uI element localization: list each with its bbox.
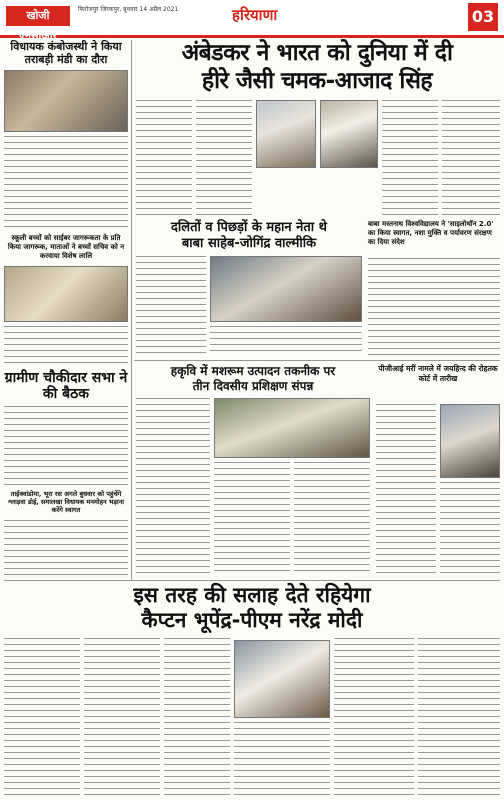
left-top-photo	[4, 70, 128, 132]
left-mid-photo	[4, 266, 128, 322]
krishi-body-col1	[136, 398, 210, 574]
main-photo-right	[320, 100, 378, 168]
bottom-headline-line2: कैप्टन भूपेंद्र-पीएम नरेंद्र मोदी	[141, 608, 363, 632]
brand-logo: खोजी एनसीआर	[6, 6, 70, 26]
masthead	[0, 0, 504, 42]
mid-right-headline: बाबा मस्तनाथ विश्वविद्यालय ने 'साइलोथॉन 2.0' का किया स्वागत, नशा मुक्ति व पर्यावरण संरक्षण का दिया संदेश	[368, 220, 494, 246]
bottom-body-col3	[164, 638, 230, 796]
main-photo-caption	[256, 170, 378, 182]
horizontal-divider-2	[4, 580, 500, 581]
mid-left-headline-line2: बाबा साहेब-जोगिंद्र वाल्मीकि	[181, 236, 317, 251]
right-low-photo	[440, 404, 500, 478]
bottom-body-col2	[84, 638, 160, 796]
bottom-body-col5	[334, 638, 414, 796]
left-low-headline: ग्रामीण चौकीदार सभा ने की बैठक	[4, 370, 128, 402]
mid-left-photo	[210, 256, 362, 322]
main-body-col4	[442, 100, 500, 218]
page-number: 03	[468, 3, 498, 31]
right-low-body-col3	[440, 482, 500, 574]
left-top-headline: विधायक कंबोजस्थी ने किया तराबड़ी मंडी का दौरा	[10, 40, 122, 66]
bottom-body-col4	[234, 722, 330, 796]
left-bottom-body	[4, 520, 128, 576]
bottom-photo	[234, 640, 330, 718]
left-mid-headline: स्कूली बच्चों को साईबर जागरूकता के प्रति किया जागरूक, माताओं ने बच्चों सचिव को न करवाया विशेष लालि	[7, 234, 125, 260]
bottom-body-col6	[418, 638, 500, 796]
right-low-body-col1	[376, 404, 436, 460]
krishi-headline-line2: तीन दिवसीय प्रशिक्षण संपन्न	[192, 379, 314, 393]
left-low-body	[4, 406, 128, 488]
dateline: फिरोजपुर जिरकपुर, बुधवार 14 अप्रैल 2021	[78, 6, 179, 13]
krishi-body-col3	[294, 462, 370, 574]
krishi-photo	[214, 398, 370, 458]
main-body-col2	[196, 100, 252, 218]
mid-left-headline-line1: दलितों व पिछड़ों के महान नेता थे	[171, 220, 327, 235]
main-headline-line1: अंबेडकर ने भारत को दुनिया में दी	[181, 40, 453, 66]
mid-left-body-col2	[210, 326, 362, 356]
horizontal-divider-1	[134, 360, 500, 361]
right-low-headline: पीजीआई मरीं नामले में जयहिन्द की रोहतक कोर्ट में तारीख	[378, 364, 498, 383]
main-headline-line2: हीरे जैसी चमक-आजाद सिंह	[201, 68, 433, 94]
bottom-headline-line1: इस तरह की सलाह देते रहियेगा	[133, 583, 371, 607]
main-body-col1	[136, 100, 192, 218]
right-low-body-col2	[376, 464, 436, 574]
left-top-body	[4, 136, 128, 232]
main-body-col3	[382, 100, 438, 218]
left-bottom-headline: ताईक्वांडोमा, भूरा रस अगले बुधवार को पहुंचेंगे श्लाड़वा डोई, समालखा विधायक मनमोहन भड़ाना करेंगे स्वागत	[8, 490, 124, 514]
krishi-headline-line1: हकृवि में मशरूम उत्पादन तकनीक पर	[170, 364, 336, 378]
krishi-body-col2	[214, 462, 290, 574]
mid-left-body-col1	[136, 256, 206, 356]
column-divider	[131, 40, 132, 580]
section-title: हरियाणा	[232, 6, 278, 24]
main-photo-left	[256, 100, 316, 168]
left-mid-body	[4, 326, 128, 366]
bottom-body-col1	[4, 638, 80, 796]
mid-right-body	[368, 258, 500, 356]
